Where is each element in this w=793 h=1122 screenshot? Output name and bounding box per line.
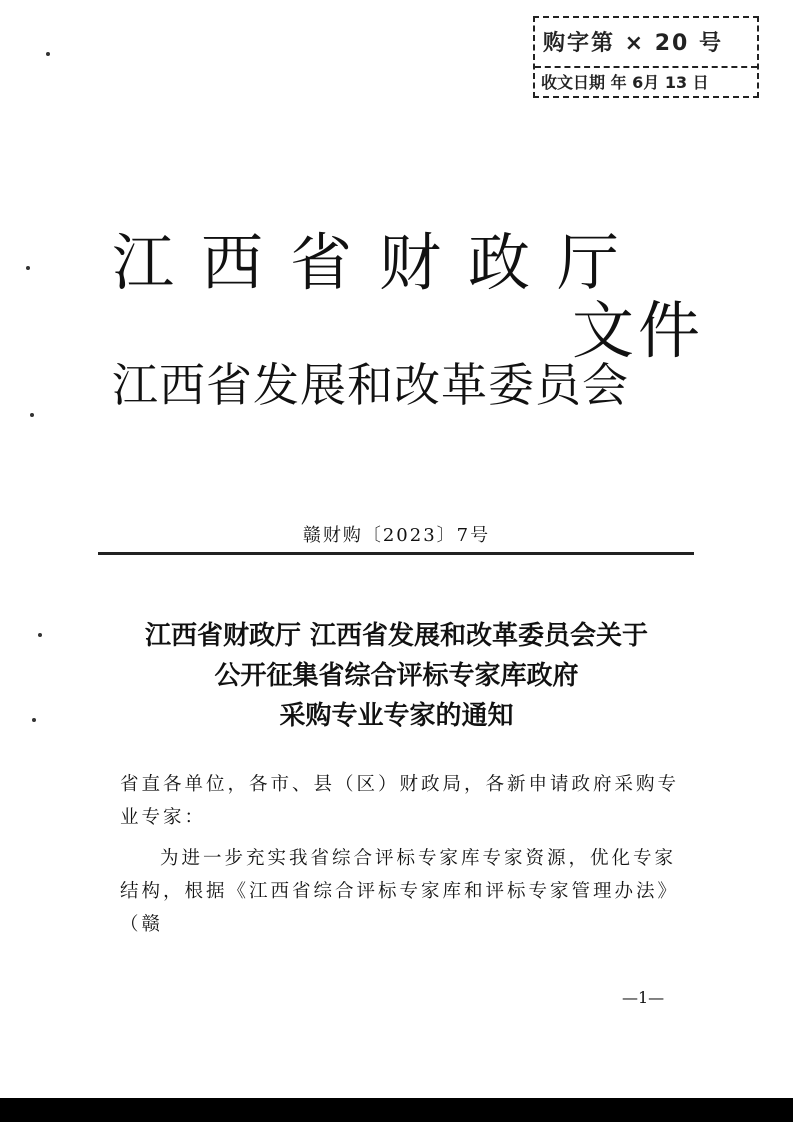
- issuing-org-1: 江西省财政厅: [112, 226, 647, 299]
- stamp-line-1: 购字第 × 20 号: [543, 31, 724, 56]
- scan-speck: [46, 52, 50, 56]
- salutation: 省直各单位，各市、县（区）财政局，各新申请政府采购专业专家：: [120, 774, 680, 828]
- scan-speck: [30, 413, 34, 417]
- body-paragraph: 为进一步充实我省综合评标专家库专家资源，优化专家结构，根据《江西省综合评标专家库和评标专家管理办法》（赣: [120, 848, 680, 935]
- header-divider: [98, 552, 694, 555]
- document-number: 赣财购〔2023〕7号: [302, 525, 491, 546]
- page-number: —1—: [622, 988, 665, 1007]
- scan-speck: [26, 266, 30, 270]
- issuing-org-2: 江西省发展和改革委员会: [112, 358, 629, 412]
- stamp-divider: [535, 66, 757, 68]
- title-line-1: 江西省财政厅 江西省发展和改革委员会关于: [144, 621, 649, 651]
- title-line-2: 公开征集省综合评标专家库政府: [214, 661, 579, 691]
- title-line-3: 采购专业专家的通知: [279, 701, 514, 731]
- scan-bottom-edge: [0, 1098, 793, 1122]
- receipt-stamp: [533, 16, 759, 98]
- scan-speck: [32, 718, 36, 722]
- scan-speck: [38, 633, 42, 637]
- document-suffix: 文件: [572, 294, 705, 367]
- document-title: [0, 616, 793, 736]
- stamp-line-2: 收文日期 年 6月 13 日: [541, 73, 709, 92]
